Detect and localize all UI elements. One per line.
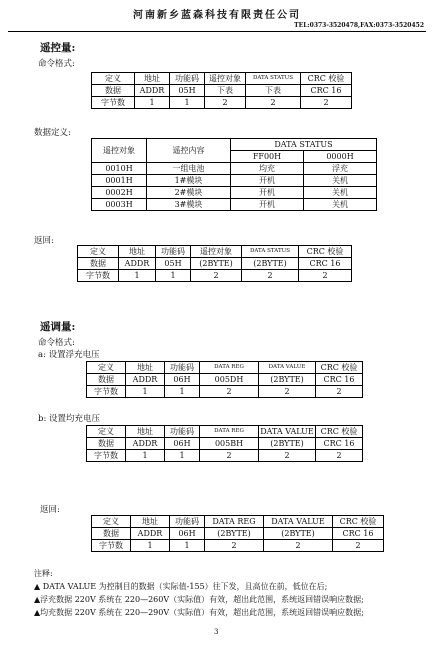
table-cell: 功能码 (156, 246, 191, 258)
equalize-voltage-label: b: 设置均充电压 (38, 414, 101, 424)
table-cell: CRC 16 (301, 85, 352, 97)
table-cell: 2 (264, 540, 333, 552)
notes-label: 注释: (34, 569, 53, 578)
table-cell: 数据 (87, 374, 126, 386)
table-cell: 1 (135, 97, 170, 109)
table-cell: CRC 16 (333, 528, 384, 540)
table-row (92, 199, 377, 211)
table-cell: ADDR (126, 374, 165, 386)
table-cell: CRC 16 (316, 438, 363, 450)
table-cell: (2BYTE) (259, 374, 316, 386)
table-cell: 05H (170, 85, 205, 97)
table-cell: CRC 校验 (299, 246, 352, 258)
table-cell: (2BYTE) (191, 258, 242, 270)
table-cell: DATA REG (200, 426, 259, 438)
table-cell: 下表 (246, 85, 301, 97)
table-cell: 1 (165, 386, 200, 398)
remote-adjust-return-table (91, 515, 384, 552)
table-cell: 1 (119, 270, 156, 282)
table-row (92, 540, 384, 552)
table-cell: 关机 (304, 175, 377, 187)
table-row (92, 187, 377, 199)
table-cell: ADDR (135, 85, 170, 97)
table-row (92, 97, 352, 109)
table-cell: 字节数 (78, 270, 119, 282)
table-cell: 地址 (119, 246, 156, 258)
table-cell: 0001H (92, 175, 147, 187)
table-cell: 2 (200, 386, 259, 398)
table-cell: 2 (246, 97, 301, 109)
table-cell: DATA VALUE (260, 427, 314, 436)
table-cell: CRC 校验 (301, 73, 352, 85)
table-cell: 开机 (231, 175, 304, 187)
remote-control-command-table (91, 72, 352, 109)
table-cell: (2BYTE) (242, 258, 299, 270)
table-cell: 功能码 (170, 516, 205, 528)
table-cell: 05H (156, 258, 191, 270)
table-cell: 2 (301, 97, 352, 109)
table-cell: 1 (165, 450, 200, 462)
table-row (92, 73, 352, 85)
table-cell: 数据 (87, 438, 126, 450)
table-cell: 定义 (92, 516, 131, 528)
table-cell: 3#模块 (147, 199, 231, 211)
table-cell: 0003H (92, 199, 147, 211)
col-obj: 遥控对象 (92, 139, 147, 163)
table-cell: 开机 (231, 187, 304, 199)
table-cell: 1 (170, 540, 205, 552)
command-format-label-2: 命令格式: (38, 338, 75, 348)
table-cell: 定义 (87, 362, 126, 374)
table-cell: 字节数 (87, 450, 126, 462)
col-status: DATA STATUS (231, 139, 377, 151)
table-cell: 地址 (131, 516, 170, 528)
table-cell: 字节数 (92, 540, 131, 552)
table-row (92, 528, 384, 540)
table-row (87, 386, 363, 398)
table-cell: 06H (165, 438, 200, 450)
table-cell: 1 (126, 450, 165, 462)
table-row (87, 426, 363, 438)
table-cell: 关机 (304, 199, 377, 211)
table-cell: ADDR (126, 438, 165, 450)
table-cell: CRC 16 (316, 374, 363, 386)
table-cell: ADDR (131, 528, 170, 540)
table-cell: 1 (131, 540, 170, 552)
table-cell: 2#模块 (147, 187, 231, 199)
table-cell: CRC 校验 (316, 426, 363, 438)
table-cell: 功能码 (165, 426, 200, 438)
table-cell: CRC 16 (299, 258, 352, 270)
table-cell: DATA STATUS (246, 73, 301, 85)
table-cell: 浮充 (304, 163, 377, 175)
table-cell: 2 (259, 450, 316, 462)
table-cell: 遥控对象 (205, 73, 246, 85)
table-cell: 2 (299, 270, 352, 282)
table-row (87, 362, 363, 374)
table-row (78, 246, 352, 258)
table-cell: 2 (259, 386, 316, 398)
table-cell: 地址 (126, 362, 165, 374)
table-cell: 地址 (126, 426, 165, 438)
table-cell: 06H (165, 374, 200, 386)
table-row (92, 85, 352, 97)
table-cell: 定义 (78, 246, 119, 258)
table-cell: DATA VALUE (259, 362, 316, 374)
table-cell: 2 (316, 450, 363, 462)
table-cell: 2 (191, 270, 242, 282)
section-remote-control-title: 遥控量: (40, 42, 76, 54)
col-content: 遥控内容 (147, 139, 231, 163)
table-cell: (2BYTE) (264, 528, 333, 540)
table-cell: 地址 (135, 73, 170, 85)
table-cell: CRC 校验 (333, 516, 384, 528)
equalize-voltage-table (86, 425, 363, 462)
page-number: 3 (214, 628, 219, 636)
note-line-3: ▲均充数据 220V 系统在 220—290V（实际值）有效，超出此范围，系统返回错误响应数据; (34, 608, 364, 617)
table-cell: 2 (316, 386, 363, 398)
table-cell: 2 (200, 450, 259, 462)
table-cell: 2 (205, 540, 264, 552)
table-cell: 数据 (92, 85, 135, 97)
table-cell: 1 (170, 97, 205, 109)
table-cell: 数据 (78, 258, 119, 270)
table-cell: 1 (156, 270, 191, 282)
table-cell: 1 (126, 386, 165, 398)
table-row (78, 258, 352, 270)
table-cell: 字节数 (87, 386, 126, 398)
return-label: 返回: (34, 236, 54, 246)
table-cell: 定义 (92, 73, 135, 85)
section-remote-adjust-title: 遥调量: (40, 321, 76, 333)
table-cell: ADDR (119, 258, 156, 270)
table-row (87, 438, 363, 450)
table-cell: CRC 校验 (316, 362, 363, 374)
table-cell: 2 (205, 97, 246, 109)
contact-line: TEL:0373-3520478,FAX:0373-3520452 (294, 22, 424, 29)
table-cell: 均充 (231, 163, 304, 175)
table-row (78, 270, 352, 282)
table-cell: 遥控对象 (191, 246, 242, 258)
table-cell: (2BYTE) (259, 438, 316, 450)
table-cell: 2 (242, 270, 299, 282)
return-label-2: 返回: (40, 505, 60, 515)
float-voltage-table (86, 361, 363, 398)
remote-control-return-table (77, 245, 352, 282)
data-definition-table (91, 138, 377, 211)
table-cell: 定义 (87, 426, 126, 438)
table-cell: DATA VALUE (264, 516, 333, 528)
table-cell: 字节数 (92, 97, 135, 109)
table-cell: 0002H (92, 187, 147, 199)
table-row (92, 175, 377, 187)
note-line-1: ▲ DATA VALUE 为控制目的数据（实际值-155）往下发，且高位在前，低位在后; (34, 582, 328, 591)
table-cell: 数据 (92, 528, 131, 540)
table-cell: 下表 (205, 85, 246, 97)
table-cell: 关机 (304, 187, 377, 199)
table-row (87, 374, 363, 386)
col-0000: 0000H (304, 151, 377, 163)
table-cell: DATA REG (205, 516, 264, 528)
table-cell: 005BH (200, 438, 259, 450)
note-line-2: ▲浮充数据 220V 系统在 220—260V（实际值）有效，超出此范围，系统返回错误响应数据; (34, 595, 364, 604)
header-rule (8, 31, 426, 32)
table-cell: DATA STATUS (242, 246, 299, 258)
table-cell: 0010H (92, 163, 147, 175)
table-cell: 2 (333, 540, 384, 552)
table-cell: 功能码 (165, 362, 200, 374)
table-cell: 1#模块 (147, 175, 231, 187)
table-cell: DATA REG (200, 362, 259, 374)
table-cell: 06H (170, 528, 205, 540)
table-cell: 功能码 (170, 73, 205, 85)
command-format-label: 命令格式: (38, 59, 75, 69)
table-cell: 005DH (200, 374, 259, 386)
table-cell: 一组电池 (147, 163, 231, 175)
table-row (92, 516, 384, 528)
float-voltage-label: a: 设置浮充电压 (38, 350, 100, 360)
table-cell: 开机 (231, 199, 304, 211)
col-ff00: FF00H (231, 151, 304, 163)
data-definition-label: 数据定义: (34, 128, 71, 138)
company-name: 河南新乡蓝森科技有限责任公司 (133, 10, 301, 21)
table-row (92, 163, 377, 175)
table-row (87, 450, 363, 462)
table-cell: (2BYTE) (205, 528, 264, 540)
